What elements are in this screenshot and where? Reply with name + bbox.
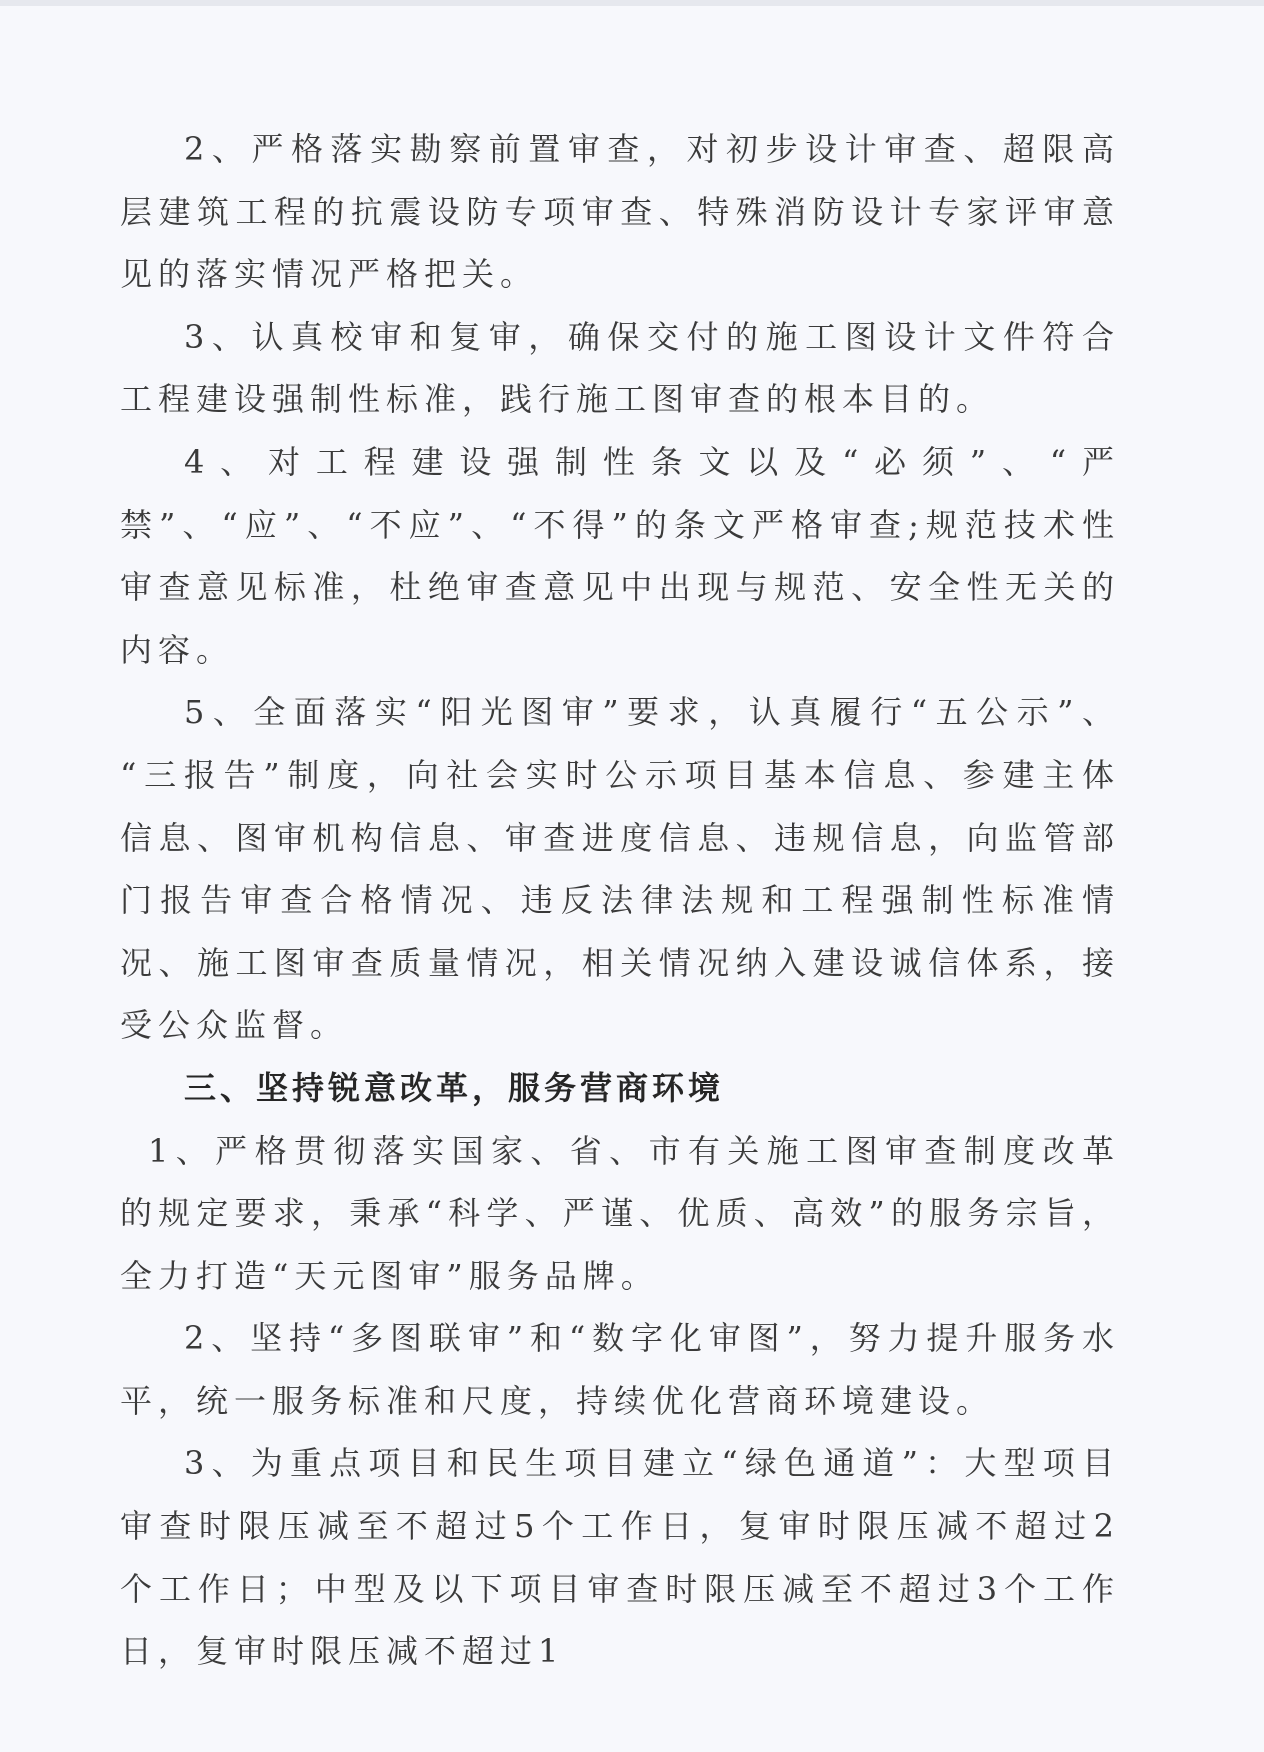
paragraph-item-3-green-channel: 3、为重点项目和民生项目建立“绿色通道”：大型项目审查时限压减至不超过5个工作日，复审时限压减不超过2个工作日；中型及以下项目审查时限压减至不超过3个工作日，复审时限压减不超过1 [120,1444,1120,1671]
paragraph-item-2-survey-review: 2、严格落实勘察前置审查，对初步设计审查、超限高层建筑工程的抗震设防专项审查、特殊消防设计专家评审意见的落实情况严格把关。 [120,130,1120,294]
scan-edge [0,0,1264,6]
paragraph-item-3-recheck: 3、认真校审和复审，确保交付的施工图设计文件符合工程建设强制性标准，践行施工图审查的根本目的。 [120,317,1120,419]
paragraph-item-1-reform: 1、严格贯彻落实国家、省、市有关施工图审查制度改革的规定要求，秉承“科学、严谨、优质、高效”的服务宗旨，全力打造“天元图审”服务品牌。 [120,1131,1120,1295]
paragraph-item-5-sunshine-review: 5、全面落实“阳光图审”要求，认真履行“五公示”、 “三报告”制度，向社会实时公示项目基本信息、参建主体 信息、图审机构信息、审查进度信息、违规信息，向监管部门报告审查合格情况、违反法律法规和工程强制性标准情况、施工图审查质量情况，相关情况纳入建设诚信体系，接受公众监督。 [120,693,1120,1045]
paragraph-item-4-mandatory-clauses: 4、对工程建设强制性条文以及“必须”、“严禁”、“应”、“不应”、“不得”的条文严格审查;规范技术性审查意见标准，杜绝审查意见中出现与规范、安全性无关的内容。 [120,442,1120,669]
section-heading-3: 三、坚持锐意改革，服务营商环境 [184,1068,725,1107]
paragraph-item-2-joint-review: 2、坚持“多图联审”和“数字化审图”，努力提升服务水平，统一服务标准和尺度，持续优化营商环境建设。 [120,1319,1120,1420]
document-body [120,118,1120,1683]
